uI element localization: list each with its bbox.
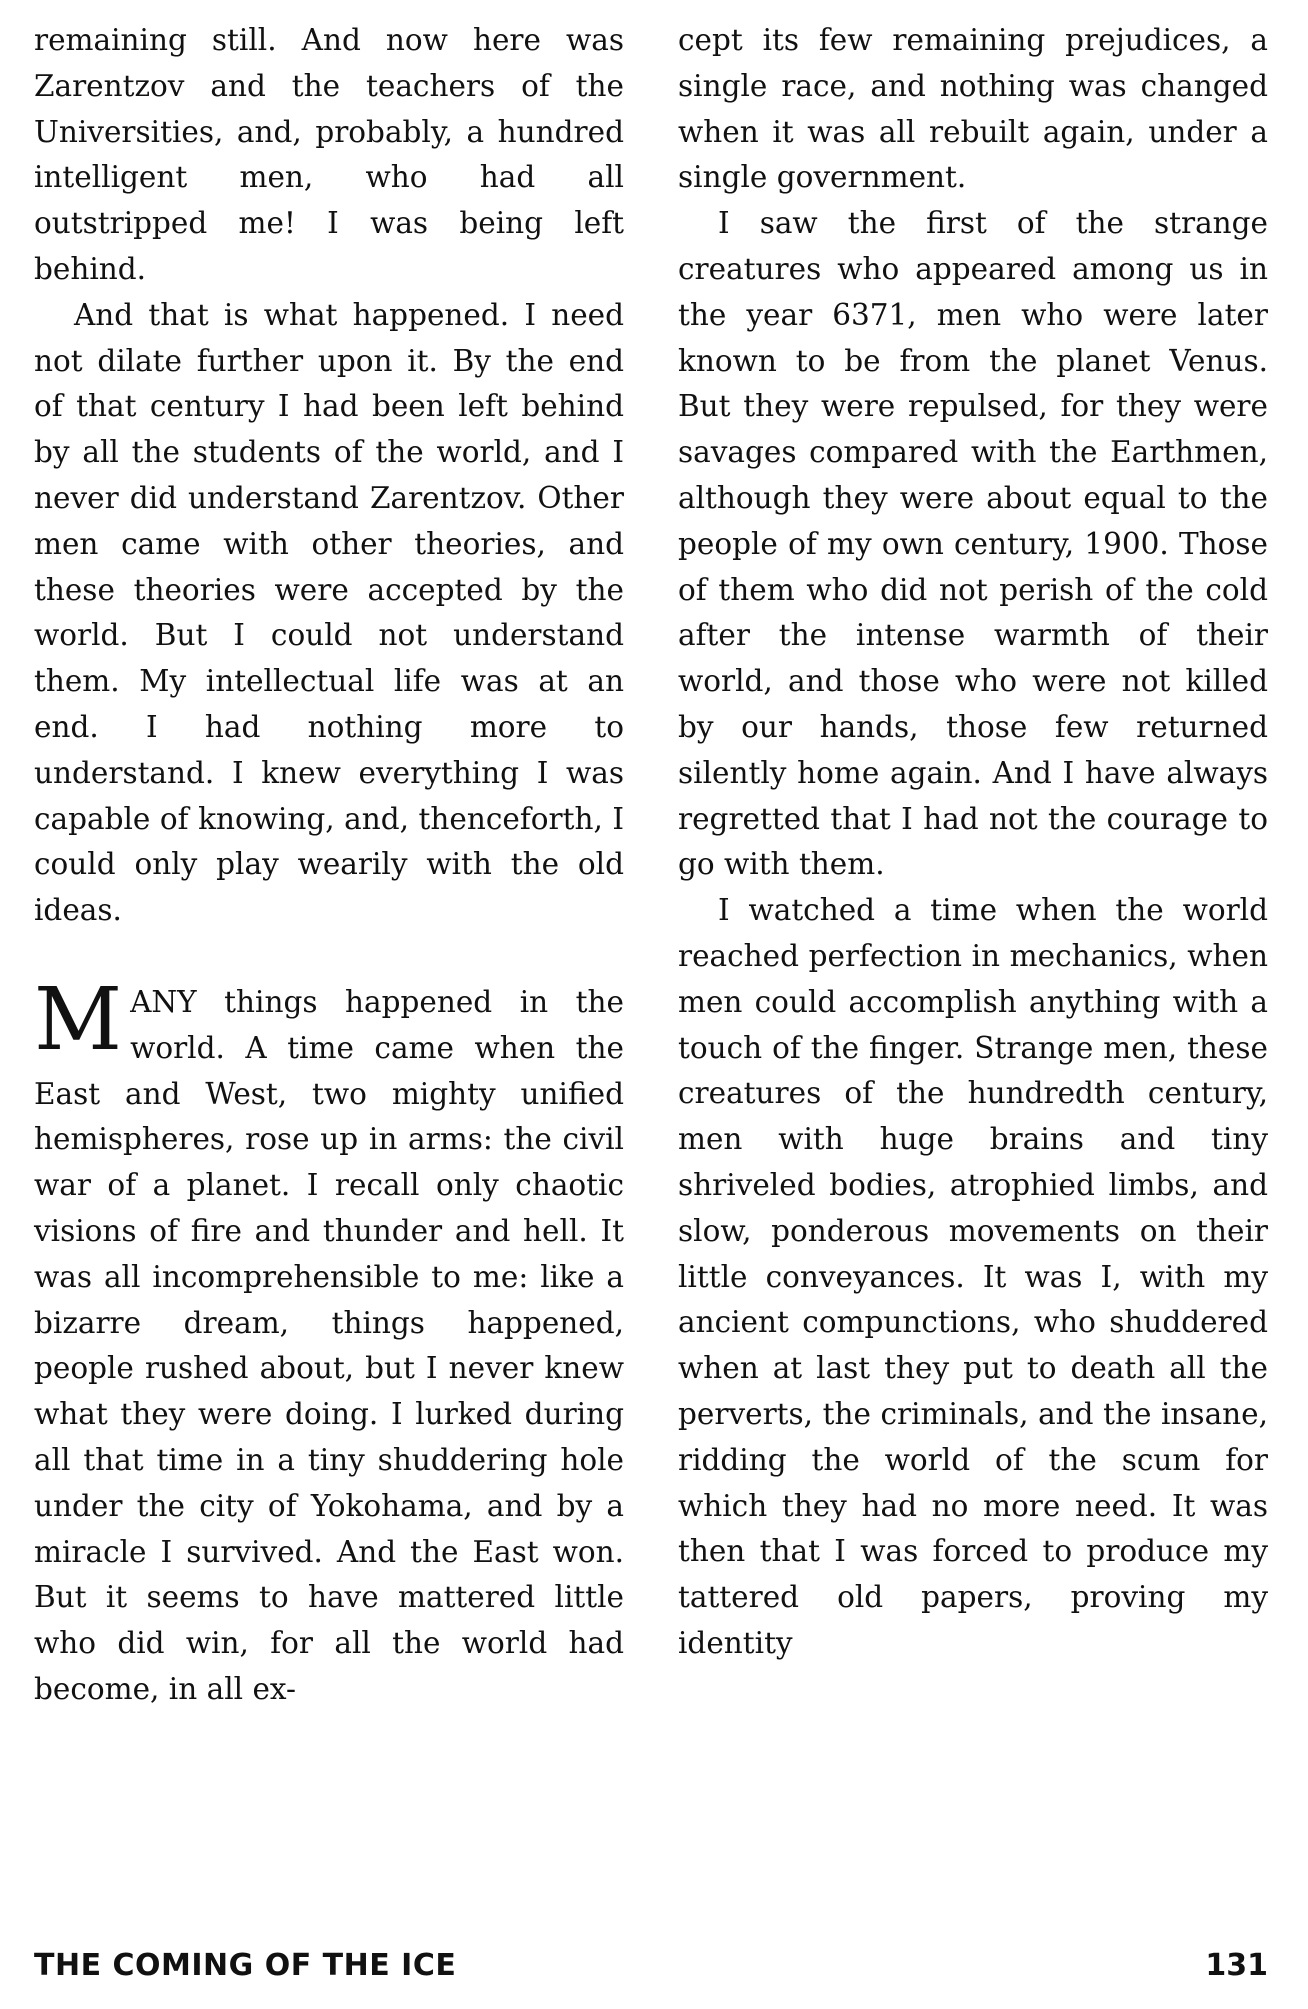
page-number: 131 <box>1205 1948 1268 1983</box>
drop-cap-letter: M <box>34 969 123 1070</box>
body-paragraph: And that is what happened. I need not dilate further upon it. By the end of that century I had been left behind by all the students of the world, and I never did understand Zarentzov. Other men came with other theories, and these theories were accepted by the world. But I could not understand them. My intellectual life was at an end. I had nothing more to understand. I knew everything I was capable of knowing, and, thenceforth, I could only play wearily with the old ideas. <box>34 297 624 928</box>
section-opening-paragraph <box>34 969 624 1713</box>
body-paragraph: I saw the first of the strange creatures who appeared among us in the year 6371, men who were later known to be from the planet Venus. But they were repulsed, for they were savages compared with the Earthmen, although they were about equal to the people of my own century, 1900. Those of them who did not perish of the cold after the intense warmth of their world, and those who were not killed by our hands, those few returned silently home again. And I have always regretted that I had not the courage to go with them. <box>678 206 1268 882</box>
body-paragraph: I watched a time when the world reached perfection in mechanics, when men could accomplish anything with a touch of the finger. Strange men, these creatures of the hundredth century, men with huge brains and tiny shriveled bodies, atrophied limbs, and slow, ponderous movements on their little conveyances. It was I, with my ancient compunctions, who shuddered when at last they put to death all the perverts, the criminals, and the insane, ridding the world of the scum for which they had no more need. It was then that I was forced to produce my tattered old papers, proving my identity <box>678 893 1268 1660</box>
body-paragraph: cept its few remaining prejudices, a single race, and nothing was changed when it was all rebuilt again, under a single government. <box>678 23 1268 195</box>
page-footer <box>34 1948 1268 1998</box>
section-break <box>34 934 624 980</box>
left-column <box>34 18 624 1713</box>
running-title: THE COMING OF THE ICE <box>34 1948 457 1983</box>
right-column <box>678 18 1268 1667</box>
body-paragraph: remaining still. And now here was Zarentzov and the teachers of the Universities, and, probably, a hundred intelligent men, who had all outstripped me! I was being left behind. <box>34 23 624 286</box>
section-opening-text: ANY things happened in the world. A time came when the East and West, two mighty unified hemispheres, rose up in arms: the civil war of a planet. I recall only chaotic visions of fire and thunder and hell. It was all incomprehensible to me: like a bizarre dream, things happened, people rushed about, but I never knew what they were doing. I lurked during all that time in a tiny shuddering hole under the city of Yokohama, and by a miracle I survived. And the East won. But it seems to have mattered little who did win, for all the world had become, in all ex- <box>34 984 624 1706</box>
